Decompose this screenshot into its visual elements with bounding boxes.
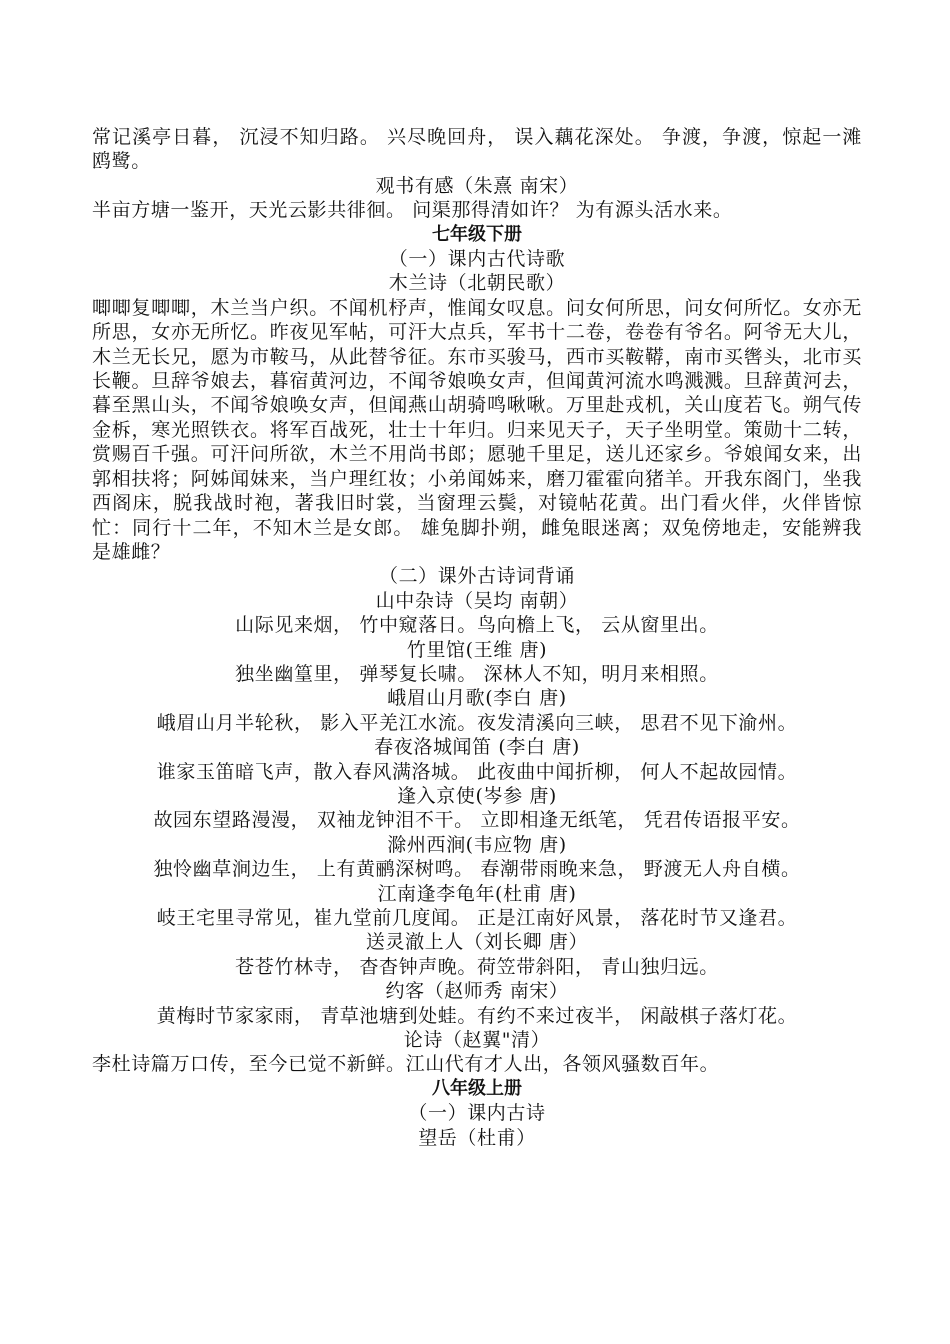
poem-text: 故园东望路漫漫， 双袖龙钟泪不干。 立即相逢无纸笔， 凭君传语报平安。 xyxy=(153,809,801,832)
poem-title: 逢入京使(岑参 唐) xyxy=(397,784,557,807)
poem-title: 观书有感（朱熹 南宋） xyxy=(375,174,579,197)
poem-text: 黄梅时节家家雨， 青草池塘到处蛙。有约不来过夜半， 闲敲棋子落灯花。 xyxy=(156,1004,798,1027)
poem-text: 山际见来烟， 竹中窥落日。鸟向檐上飞， 云从窗里出。 xyxy=(235,614,719,637)
section-heading: （二）课外古诗词背诵 xyxy=(378,565,575,588)
poem-title: 滁州西涧(韦应物 唐) xyxy=(387,833,567,856)
poem-title: 竹里馆(王维 唐) xyxy=(406,638,548,661)
poem-text: 唧唧复唧唧，木兰当户织。不闻机杼声，惟闻女叹息。问女何所思，问女何所忆。女亦无所思，女亦无所忆。昨夜见军帖，可汗大点兵，军书十二卷，卷卷有爷名。阿爷无大儿，木兰无长兄，愿为市鞍马，从此替爷征。东市买骏马，西市买鞍鞯，南市买辔头，北市买长鞭。旦辞爷娘去，暮宿黄河边，不闻爷娘唤女声，但闻黄河流水鸣溅溅。旦辞黄河去，暮至黑山头，不闻爷娘唤女声，但闻燕山胡骑鸣啾啾。万里赴戎机，关山度若飞。朔气传金柝，寒光照铁衣。将军百战死，壮士十年归。归来见天子，天子坐明堂。策勋十二转，赏赐百千强。可汗问所欲，木兰不用尚书郎；愿驰千里足，送儿还家乡。爷娘闻女来，出郭相扶将；阿姊闻妹来，当户理红妆；小弟闻姊来，磨刀霍霍向猪羊。开我东阁门，坐我西阁床，脱我战时袍，著我旧时裳，当窗理云鬓，对镜帖花黄。出门看火伴，火伴皆惊忙：同行十二年，不知木兰是女郎。 雄兔脚扑朔，雌兔眼迷离；双兔傍地走，安能辨我是雄雌？ xyxy=(92,296,862,563)
section-heading: （一）课内古代诗歌 xyxy=(388,248,566,271)
poem-title: 春夜洛城闻笛 (李白 唐) xyxy=(374,736,580,759)
poem-title: 木兰诗（北朝民歌） xyxy=(388,272,566,295)
poem-title: 山中杂诗（吴均 南朝） xyxy=(375,589,579,612)
poem-text: 苍苍竹林寺， 杳杳钟声晚。荷笠带斜阳， 青山独归远。 xyxy=(235,955,719,978)
grade-heading: 七年级下册 xyxy=(432,223,522,245)
document-page xyxy=(92,125,862,1150)
poem-text: 李杜诗篇万口传，至今已觉不新鲜。江山代有才人出，各领风骚数百年。 xyxy=(92,1053,720,1076)
grade-heading: 八年级上册 xyxy=(432,1077,522,1099)
section-heading: （一）课内古诗 xyxy=(408,1102,546,1125)
poem-title: 望岳（杜甫） xyxy=(418,1126,536,1149)
poem-text: 半亩方塘一鉴开，天光云影共徘徊。 问渠那得清如许？ 为有源头活水来。 xyxy=(92,199,733,222)
poem-title: 约客（赵师秀 南宋） xyxy=(385,980,569,1003)
poem-text: 常记溪亭日暮， 沉浸不知归路。 兴尽晚回舟， 误入藕花深处。 争渡，争渡，惊起一滩鸥鹭。 xyxy=(92,126,862,173)
poem-title: 论诗（赵翼"清） xyxy=(403,1029,551,1052)
poem-text: 独怜幽草涧边生， 上有黄鹂深树鸣。 春潮带雨晚来急， 野渡无人舟自横。 xyxy=(153,858,801,881)
poem-text: 峨眉山月半轮秋， 影入平羌江水流。夜发清溪向三峡， 思君不见下渝州。 xyxy=(156,711,798,734)
poem-text: 独坐幽篁里， 弹琴复长啸。 深林人不知，明月来相照。 xyxy=(235,662,719,685)
poem-title: 送灵澈上人（刘长卿 唐） xyxy=(365,931,589,954)
poem-text: 谁家玉笛暗飞声，散入春风满洛城。 此夜曲中闻折柳， 何人不起故园情。 xyxy=(156,760,798,783)
poem-title: 峨眉山月歌(李白 唐) xyxy=(387,687,567,710)
poem-text: 岐王宅里寻常见，崔九堂前几度闻。 正是江南好风景， 落花时节又逢君。 xyxy=(156,907,798,929)
poem-title: 江南逢李龟年(杜甫 唐) xyxy=(377,882,577,905)
